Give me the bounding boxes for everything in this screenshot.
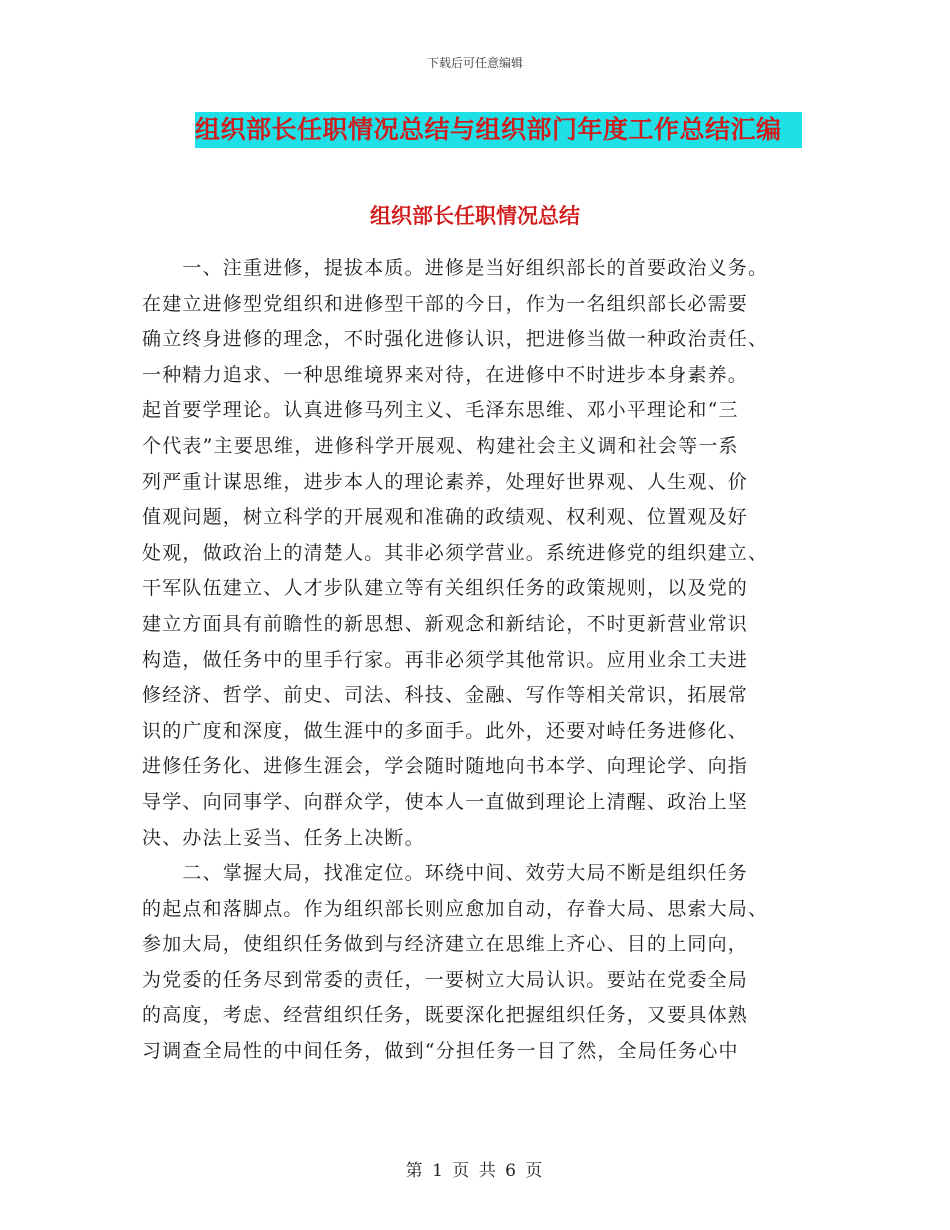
header-note: 下载后可任意编辑 <box>426 56 523 70</box>
text-line: 确立终身进修的理念，不时强化进修认识，把进修当做一种政治责任、 <box>142 328 769 351</box>
text-line: 处观，做政治上的清楚人。其非必须学营业。系统进修党的组织建立、 <box>142 541 769 564</box>
text-line: 起首要学理论。认真进修马列主义、毛泽东思维、邓小平理论和“三 <box>142 399 739 422</box>
document-title: 组织部长任职情况总结与组织部门年度工作总结汇编 <box>195 115 782 144</box>
text-line: 一种精力追求、一种思维境界来对待，在进修中不时进步本身素养。 <box>142 363 749 386</box>
text-line: 值观问题，树立科学的开展观和准确的政绩观、权利观、位置观及好 <box>142 506 749 529</box>
text-line: 为党委的任务尽到常委的责任，一要树立大局认识。要站在党委全局 <box>142 968 749 991</box>
text-line: 修经济、哲学、前史、司法、科技、金融、写作等相关常识，拓展常 <box>142 684 749 707</box>
text-line: 习调查全局性的中间任务，做到“分担任务一目了然，全局任务心中 <box>142 1040 739 1063</box>
page-footer: 第 1 页 共 6 页 <box>405 1161 545 1181</box>
text-line: 构造，做任务中的里手行家。再非必须学其他常识。应用业余工夫进 <box>142 648 749 671</box>
text-line: 干军队伍建立、人才步队建立等有关组织任务的政策规则，以及党的 <box>142 577 749 600</box>
text-line: 的高度，考虑、经营组织任务，既要深化把握组织任务，又要具体熟 <box>142 1004 749 1027</box>
section-title: 组织部长任职情况总结 <box>370 204 580 228</box>
body-text <box>142 251 822 1070</box>
text-line: 识的广度和深度，做生涯中的多面手。此外，还要对峙任务进修化、 <box>142 719 749 742</box>
text-line: 一、注重进修，提拔本质。进修是当好组织部长的首要政治义务。 <box>142 257 769 279</box>
text-line: 决、办法上妥当、任务上决断。 <box>142 826 425 849</box>
text-line: 建立方面具有前瞻性的新思想、新观念和新结论，不时更新营业常识 <box>142 612 749 635</box>
text-line: 在建立进修型党组织和进修型干部的今日，作为一名组织部长必需要 <box>142 292 749 315</box>
text-line: 参加大局，使组织任务做到与经济建立在思维上齐心、目的上同向， <box>142 933 749 956</box>
text-line: 导学、向同事学、向群众学，使本人一直做到理论上清醒、政治上坚 <box>142 790 749 813</box>
text-line: 列严重计谋思维，进步本人的理论素养，处理好世界观、人生观、价 <box>142 470 749 493</box>
text-line: 个代表”主要思维，进修科学开展观、构建社会主义调和社会等一系 <box>142 434 739 457</box>
text-line: 二、掌握大局，找准定位。环绕中间、效劳大局不断是组织任务 <box>142 862 749 885</box>
text-line: 的起点和落脚点。作为组织部长则应愈加自动，存眷大局、思索大局、 <box>142 897 769 920</box>
text-line: 进修任务化、进修生涯会，学会随时随地向书本学、向理论学、向指 <box>142 755 749 778</box>
